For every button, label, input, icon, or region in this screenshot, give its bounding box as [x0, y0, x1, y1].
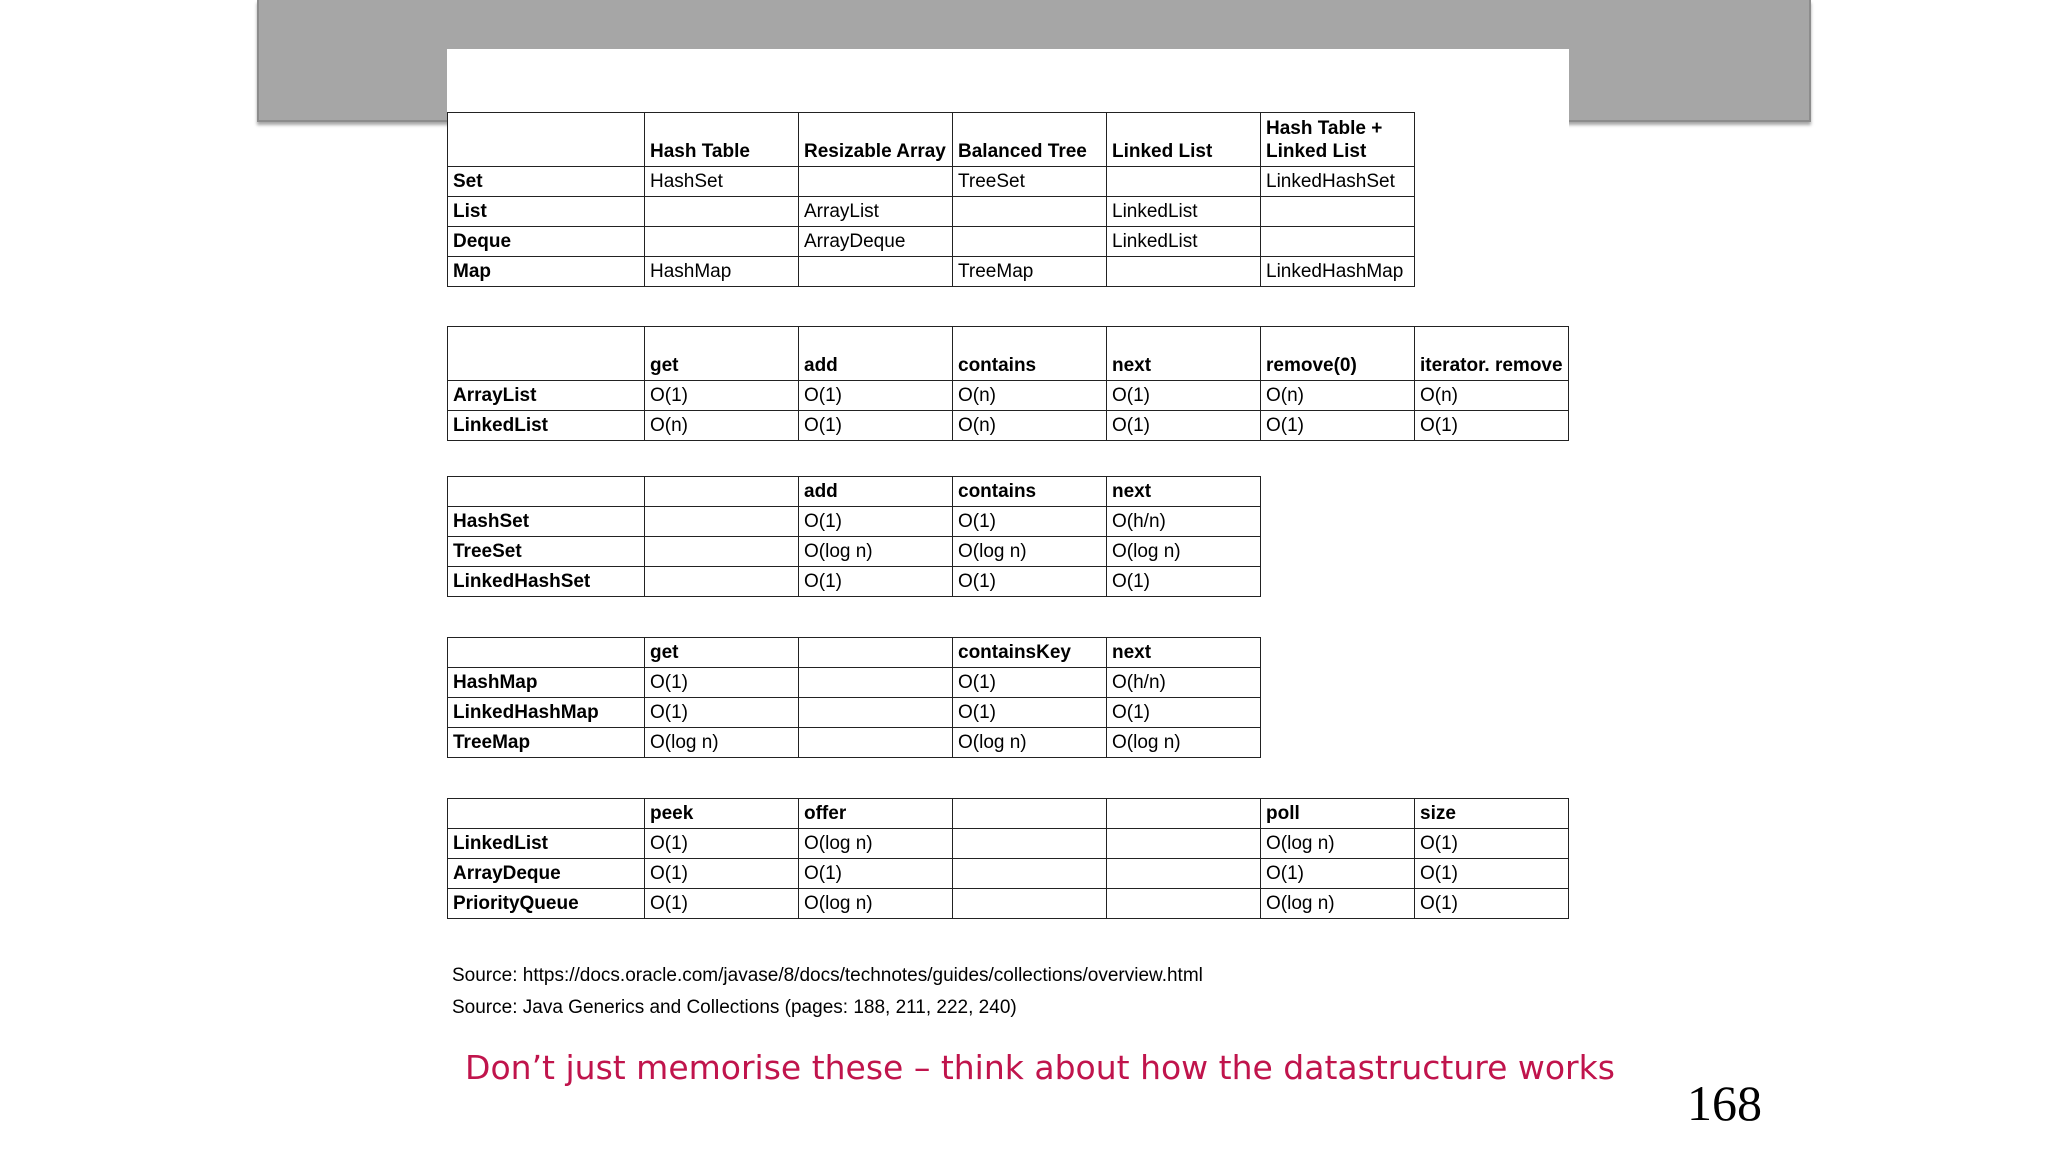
header-row [448, 799, 1569, 829]
header-cell: get [645, 327, 799, 381]
table-cell [1107, 829, 1261, 859]
header-cell: remove(0) [1261, 327, 1415, 381]
header-cell: add [799, 327, 953, 381]
header-cell: get [645, 638, 799, 668]
table-cell: O(1) [953, 567, 1107, 597]
header-cell [448, 477, 645, 507]
header-cell: iterator. remove [1415, 327, 1569, 381]
table-row [448, 381, 1569, 411]
table-cell: O(1) [1261, 859, 1415, 889]
header-cell [1107, 799, 1261, 829]
header-cell: next [1107, 477, 1261, 507]
row-label-cell: Deque [448, 227, 645, 257]
list-complexity-table [447, 326, 1569, 441]
table-cell: O(1) [799, 859, 953, 889]
source-book: Source: Java Generics and Collections (pages: 188, 211, 222, 240) [452, 997, 1017, 1018]
table-cell: O(h/n) [1107, 507, 1261, 537]
table-cell [645, 227, 799, 257]
table-cell: O(1) [1415, 411, 1569, 441]
header-cell [448, 327, 645, 381]
table-cell: O(log n) [1107, 537, 1261, 567]
table-cell: ArrayList [799, 197, 953, 227]
header-cell [799, 638, 953, 668]
collection-implementations-table [447, 112, 1415, 287]
header-cell: poll [1261, 799, 1415, 829]
table-cell [953, 889, 1107, 919]
table-cell [953, 227, 1107, 257]
header-cell: Hash Table [645, 113, 799, 167]
table-cell: O(log n) [799, 829, 953, 859]
page-number: 168 [1687, 1075, 1762, 1131]
row-label-cell: TreeSet [448, 537, 645, 567]
table-cell [1107, 167, 1261, 197]
header-cell: add [799, 477, 953, 507]
table-cell: O(1) [799, 411, 953, 441]
table-cell: O(1) [953, 668, 1107, 698]
header-cell: next [1107, 327, 1261, 381]
row-label-cell: HashMap [448, 668, 645, 698]
header-cell: contains [953, 327, 1107, 381]
table-row [448, 698, 1261, 728]
table-row [448, 537, 1261, 567]
table-cell [799, 668, 953, 698]
table-cell: O(1) [645, 829, 799, 859]
table-cell: O(log n) [953, 728, 1107, 758]
table-cell: O(1) [1107, 567, 1261, 597]
table-cell: O(n) [1415, 381, 1569, 411]
table-cell: O(1) [645, 889, 799, 919]
table-cell: O(1) [645, 698, 799, 728]
table-cell: O(log n) [1261, 829, 1415, 859]
header-cell: containsKey [953, 638, 1107, 668]
header-row [448, 327, 1569, 381]
table-cell: O(1) [1415, 889, 1569, 919]
header-cell: Hash Table + Linked List [1261, 113, 1415, 167]
table-cell: O(h/n) [1107, 668, 1261, 698]
table-cell: O(1) [1415, 859, 1569, 889]
table-cell: TreeMap [953, 257, 1107, 287]
table-row [448, 197, 1415, 227]
header-cell: Balanced Tree [953, 113, 1107, 167]
table-cell: O(log n) [1107, 728, 1261, 758]
table-cell: O(log n) [953, 537, 1107, 567]
table-cell [645, 197, 799, 227]
table-cell: HashMap [645, 257, 799, 287]
table-cell [953, 197, 1107, 227]
table-cell: O(1) [645, 668, 799, 698]
table-row [448, 668, 1261, 698]
queue-complexity-table [447, 798, 1569, 919]
table-cell: O(n) [645, 411, 799, 441]
table-cell: O(log n) [645, 728, 799, 758]
table-cell: O(log n) [799, 889, 953, 919]
header-cell: offer [799, 799, 953, 829]
set-complexity-table [447, 476, 1261, 597]
table-cell: O(1) [799, 567, 953, 597]
table-cell: O(n) [953, 411, 1107, 441]
table-cell [645, 507, 799, 537]
row-label-cell: LinkedHashSet [448, 567, 645, 597]
table-cell: O(1) [953, 698, 1107, 728]
row-label-cell: Set [448, 167, 645, 197]
table-row [448, 889, 1569, 919]
table-cell [645, 567, 799, 597]
table-cell: O(log n) [1261, 889, 1415, 919]
row-label-cell: List [448, 197, 645, 227]
table-row [448, 507, 1261, 537]
table-row [448, 167, 1415, 197]
table-cell [1107, 859, 1261, 889]
table-row [448, 567, 1261, 597]
header-cell [448, 113, 645, 167]
header-cell [448, 638, 645, 668]
table-cell [1261, 197, 1415, 227]
table-cell: O(1) [1107, 698, 1261, 728]
table-cell: LinkedList [1107, 197, 1261, 227]
table-cell: LinkedHashSet [1261, 167, 1415, 197]
table-cell: ArrayDeque [799, 227, 953, 257]
table-row [448, 257, 1415, 287]
map-complexity-table [447, 637, 1261, 758]
header-cell: next [1107, 638, 1261, 668]
header-row [448, 113, 1415, 167]
table-cell [1261, 227, 1415, 257]
row-label-cell: ArrayDeque [448, 859, 645, 889]
table-cell [1107, 257, 1261, 287]
row-label-cell: LinkedList [448, 829, 645, 859]
table-cell: O(1) [645, 381, 799, 411]
source-docs-link: Source: https://docs.oracle.com/javase/8/docs/technotes/guides/collections/overview.html [452, 965, 1203, 986]
table-cell: LinkedList [1107, 227, 1261, 257]
header-cell [953, 799, 1107, 829]
row-label-cell: Map [448, 257, 645, 287]
header-cell: contains [953, 477, 1107, 507]
table-cell: O(1) [1107, 381, 1261, 411]
table-cell: O(1) [1107, 411, 1261, 441]
header-row [448, 477, 1261, 507]
table-cell: O(1) [953, 507, 1107, 537]
table-cell [799, 257, 953, 287]
row-label-cell: PriorityQueue [448, 889, 645, 919]
table-cell [799, 167, 953, 197]
table-cell: O(log n) [799, 537, 953, 567]
row-label-cell: LinkedHashMap [448, 698, 645, 728]
table-cell [1107, 889, 1261, 919]
table-cell: O(1) [645, 859, 799, 889]
table-cell [799, 698, 953, 728]
table-cell: O(1) [799, 381, 953, 411]
header-cell [645, 477, 799, 507]
row-label-cell: TreeMap [448, 728, 645, 758]
table-cell: O(1) [1415, 829, 1569, 859]
row-label-cell: HashSet [448, 507, 645, 537]
slide-note: Don’t just memorise these – think about how the datastructure works [465, 1048, 1615, 1087]
header-cell: Linked List [1107, 113, 1261, 167]
header-cell: Resizable Array [799, 113, 953, 167]
table-cell [645, 537, 799, 567]
table-cell: O(n) [953, 381, 1107, 411]
row-label-cell: LinkedList [448, 411, 645, 441]
table-cell: TreeSet [953, 167, 1107, 197]
header-cell: peek [645, 799, 799, 829]
table-cell: O(1) [1261, 411, 1415, 441]
table-row [448, 728, 1261, 758]
table-row [448, 227, 1415, 257]
table-cell [953, 859, 1107, 889]
table-row [448, 411, 1569, 441]
header-cell: size [1415, 799, 1569, 829]
table-row [448, 859, 1569, 889]
header-row [448, 638, 1261, 668]
header-cell [448, 799, 645, 829]
table-cell [799, 728, 953, 758]
table-cell: O(1) [799, 507, 953, 537]
table-cell: O(n) [1261, 381, 1415, 411]
row-label-cell: ArrayList [448, 381, 645, 411]
table-row [448, 829, 1569, 859]
table-cell: HashSet [645, 167, 799, 197]
table-cell: LinkedHashMap [1261, 257, 1415, 287]
table-cell [953, 829, 1107, 859]
